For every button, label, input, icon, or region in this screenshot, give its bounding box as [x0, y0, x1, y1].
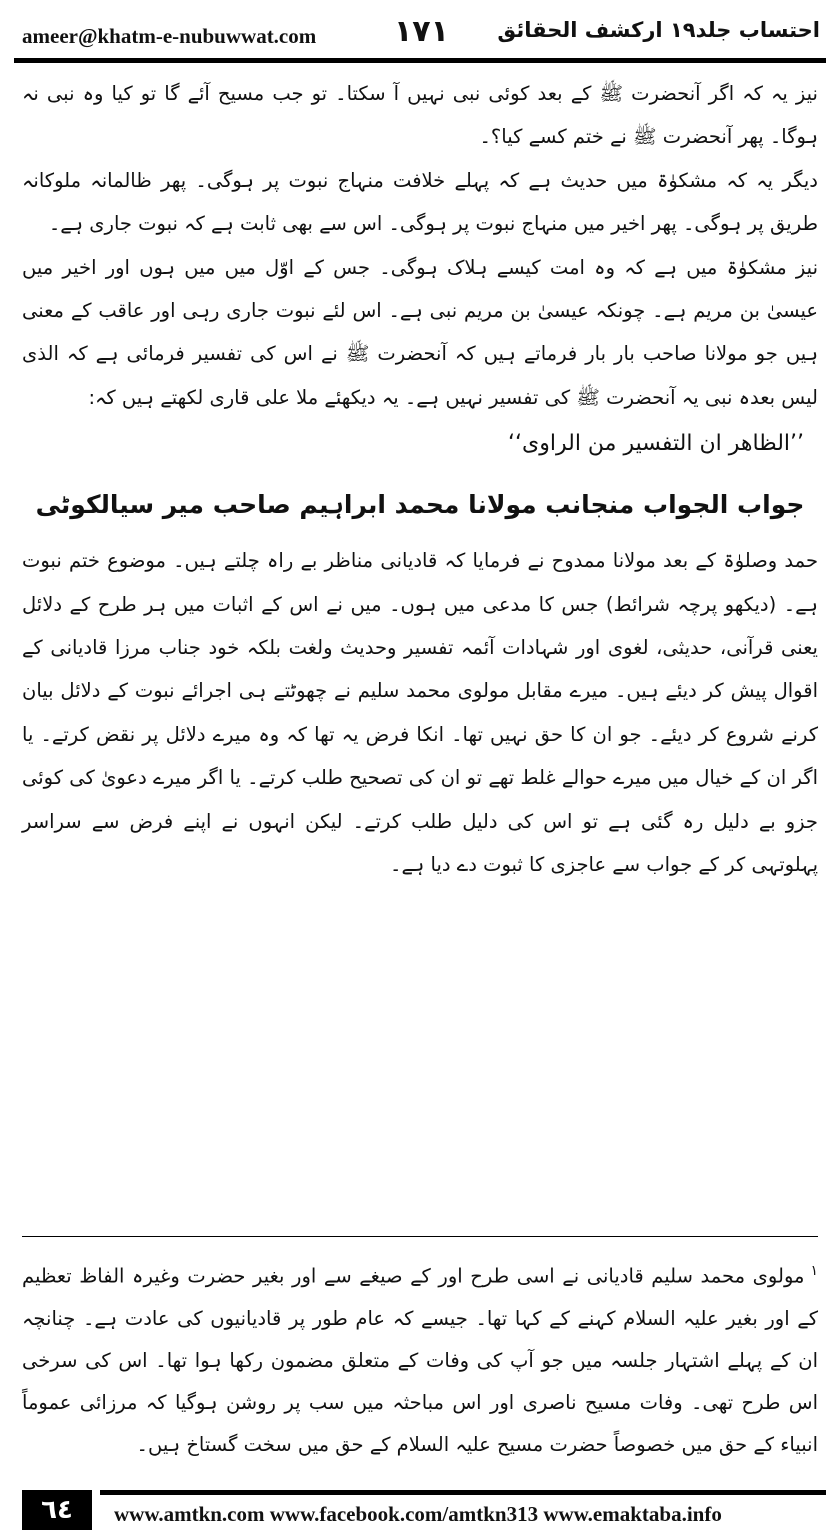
header-email: ameer@khatm-e-nubuwwat.com: [22, 24, 317, 48]
footnote: [22, 1250, 818, 1466]
section-heading: جواب الجواب منجانب مولانا محمد ابراہیم صاحب میر سیالکوٹی: [35, 490, 805, 520]
header-rule: [14, 58, 826, 63]
footnote-divider: [22, 1236, 818, 1237]
header-page-number: ١٧١: [394, 14, 449, 49]
paragraph: حمد وصلوٰۃ کے بعد مولانا ممدوح نے فرمایا کہ قادیانی مناظر بے راہ چلتے ہیں۔ موضوع ختم نبوت ہے۔ (دیکھو پرچہ شرائط) جس کا مدعی میں ہوں۔ میں نے اس کے اثبات میں ہر طرح کے دلائل یعنی قرآنی، حدیثی، لغوی اور شہادات آئمہ تفسیر وحدیث ولغت بلکہ خود جناب مرزا قادیانی کے اقوال پیش کر دیئے ہیں۔ میرے مقابل مولوی محمد سلیم نے چھوٹتے ہی اجرائے نبوت کے دلائل بیان کرنے شروع کر دیئے۔ جو ان کا حق نہیں تھا۔ انکا فرض یہ تھا کہ وہ میرے دلائل پر نقض کرتے۔ یا اگر ان کے خیال میں میرے حوالے غلط تھے تو ان کی تصحیح طلب کرتے۔ یا اگر میرے دعویٰ کی کوئی جزو بے دلیل رہ گئی ہے تو اس کی دلیل طلب کرتے۔ لیکن انہوں نے اپنے فرض سے سراسر پہلوتہی کر کے جواب سے عاجزی کا ثبوت دے دیا ہے۔: [22, 549, 818, 877]
footer-page-number: ٦٤: [22, 1490, 92, 1530]
footer-rule: [100, 1490, 826, 1495]
page-header: [14, 10, 826, 54]
footer-links[interactable]: www.amtkn.com www.facebook.com/amtkn313 www.emaktaba.info: [114, 1502, 722, 1526]
footnote-paragraph: [22, 1250, 818, 1466]
header-book-title: احتساب جلد١٩ ارکشف الحقائق: [497, 18, 820, 42]
main-content: [22, 72, 818, 887]
paragraph: نیز مشکوٰۃ میں ہے کہ وہ امت کیسے ہلاک ہوگی۔ جس کے اوّل میں میں ہوں اور اخیر میں عیسیٰ بن مریم ہے۔ چونکہ عیسیٰ بن مریم نبی ہے۔ اس لئے نبوت جاری رہی اور عاقب کے معنی ہیں جو مولانا صاحب بار بار فرماتے ہیں کہ آنحضرت ﷺ نے اس کی تفسیر فرمائی ہے کہ الذی لیس بعدہ نبی یہ آنحضرت ﷺ کی تفسیر نہیں ہے۔ یہ دیکھئے ملا علی قاری لکھتے ہیں کہ:: [22, 255, 818, 409]
footnote-text: مولوی محمد سلیم قادیانی نے اسی طرح اور کے صیغے سے اور بغیر حضرت وغیرہ الفاظ تعظیم کے اور بغیر علیہ السلام کہنے کے کہا تھا۔ جیسے کہ عام طور پر قادیانیوں کی عادت ہے۔ چنانچہ ان کے پہلے اشتہار جلسہ میں جو آپ کی وفات کے متعلق مضمون رکھا ہوا تھا۔ اس کی سرخی اس طرح تھی۔ وفات مسیح ناصری اور اس مباحثہ میں سب پر روشن ہوگیا کہ مرزائی عموماً انبیاء کے حق میں خصوصاً حضرت مسیح علیہ السلام کے حق میں سخت گستاخ ہیں۔: [22, 1264, 818, 1456]
arabic-quote: ’’الظاهر ان التفسير من الراوی‘‘: [508, 431, 804, 457]
paragraph: نیز یہ کہ اگر آنحضرت ﷺ کے بعد کوئی نبی نہیں آ سکتا۔ تو جب مسیح آئے گا تو کیا وہ نبی نہ ہوگا۔ پھر آنحضرت ﷺ نے ختم کسے کیا؟۔: [22, 82, 818, 149]
page-footer: [14, 1490, 826, 1534]
footnote-mark: ۱: [810, 1263, 818, 1279]
paragraph: دیگر یہ کہ مشکوٰۃ میں حدیث ہے کہ پہلے خلافت منہاج نبوت پر ہوگی۔ پھر ظالمانہ ملوکانہ طریق پر ہوگی۔ پھر اخیر میں منہاج نبوت پر ہوگی۔ اس سے بھی ثابت ہے کہ نبوت جاری ہے۔: [22, 168, 818, 236]
